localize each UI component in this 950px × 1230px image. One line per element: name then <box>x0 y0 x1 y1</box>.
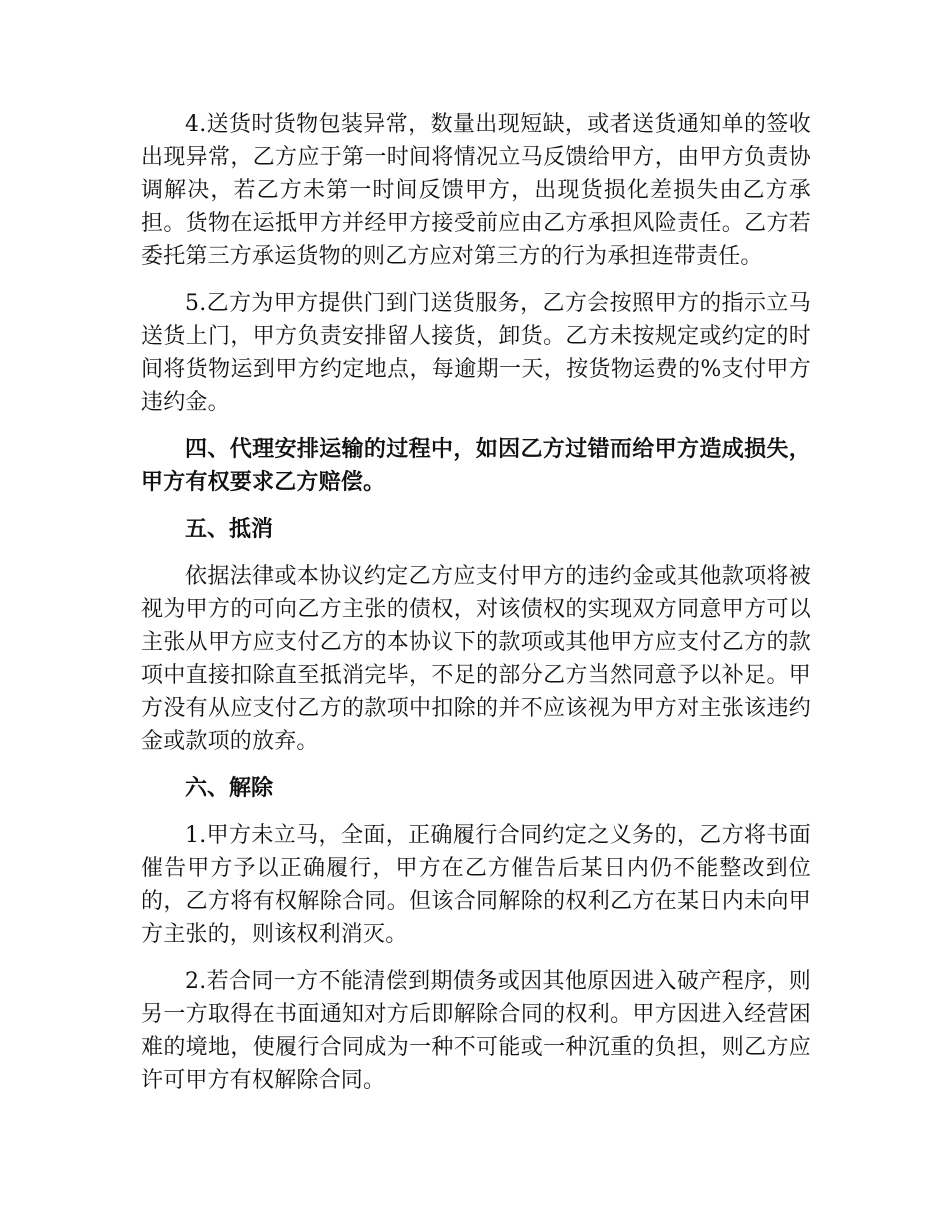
paragraph-offset: 依据法律或本协议约定乙方应支付甲方的违约金或其他款项将被视为甲方的可向乙方主张的债权，对该债权的实现双方同意甲方可以主张从甲方应支付乙方的本协议下的款项或其他甲方应支付乙方的款项中直接扣除直至抵消完毕，不足的部分乙方当然同意予以补足。甲方没有从应支付乙方的款项中扣除的并不应该视为甲方对主张该违约金或款项的放弃。 <box>141 564 811 754</box>
paragraph-termination-1: 1.甲方未立马，全面，正确履行合同约定之义务的，乙方将书面催告甲方予以正确履行，甲方在乙方催告后某日内仍不能整改到位的，乙方将有权解除合同。但该合同解除的权利乙方在某日内未向甲方主张的，则该权利消灭。 <box>141 823 811 947</box>
section-five-heading: 五、抵消 <box>185 517 274 542</box>
section-four-heading: 四、代理安排运输的过程中，如因乙方过错而给甲方造成损失，甲方有权要求乙方赔偿。 <box>141 437 811 495</box>
paragraph-clause-4: 4.送货时货物包装异常，数量出现短缺，或者送货通知单的签收出现异常，乙方应于第一时间将情况立马反馈给甲方，由甲方负责协调解决，若乙方未第一时间反馈甲方，出现货损化差损失由乙方承担。货物在运抵甲方并经甲方接受前应由乙方承担风险责任。乙方若委托第三方承运货物的则乙方应对第三方的行为承担连带责任。 <box>141 112 811 269</box>
document-page <box>141 108 811 1111</box>
section-six-heading: 六、解除 <box>185 776 274 801</box>
paragraph-clause-5: 5.乙方为甲方提供门到门送货服务，乙方会按照甲方的指示立马送货上门，甲方负责安排留人接货，卸货。乙方未按规定或约定的时间将货物运到甲方约定地点，每逾期一天，按货物运费的%支付甲方违约金。 <box>141 291 811 415</box>
paragraph-termination-2: 2.若合同一方不能清偿到期债务或因其他原因进入破产程序，则另一方取得在书面通知对方后即解除合同的权利。甲方因进入经营困难的境地，使履行合同成为一种不可能或一种沉重的负担，则乙方应许可甲方有权解除合同。 <box>141 969 811 1093</box>
